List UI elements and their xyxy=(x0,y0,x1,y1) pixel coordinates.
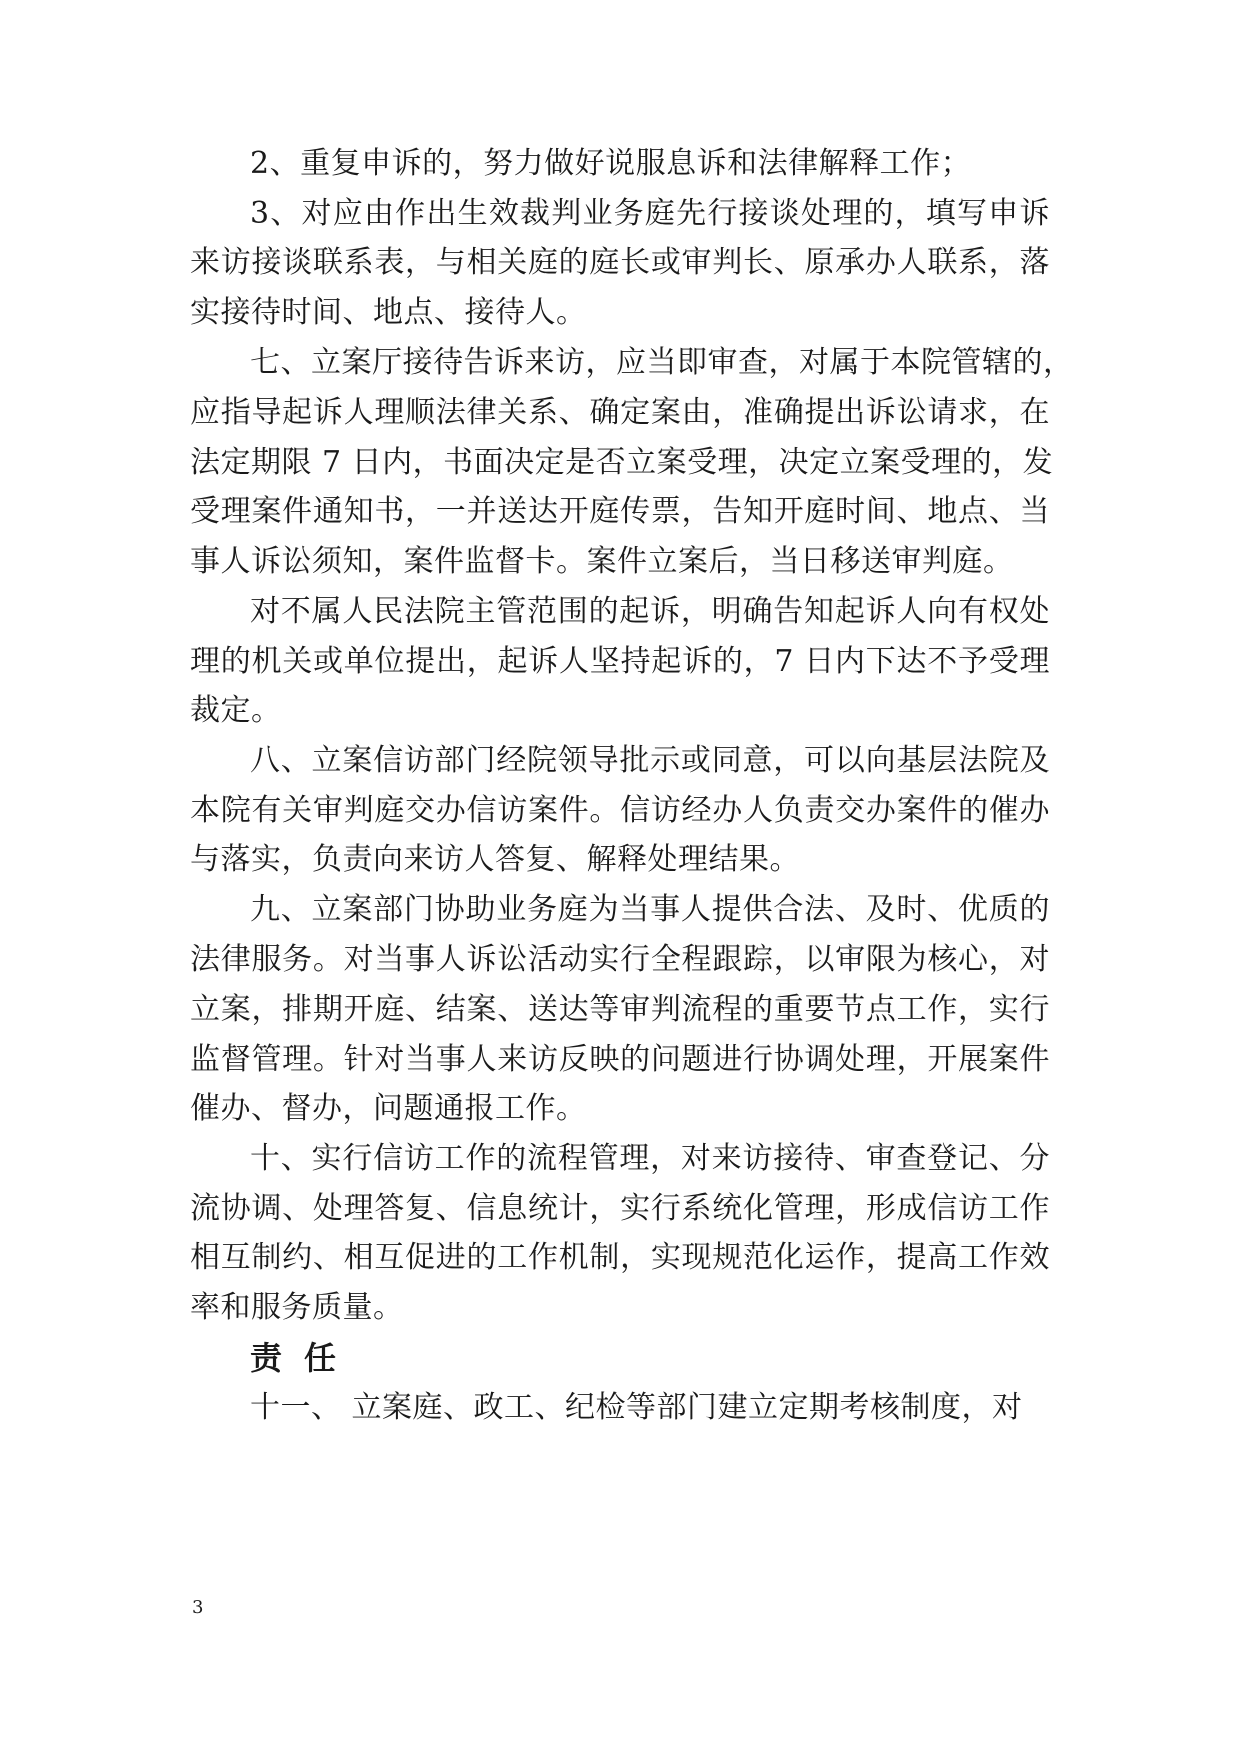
text-line: 应指导起诉人理顺法律关系、确定案由，准确提出诉讼请求，在 xyxy=(190,395,1050,430)
text-line: 八、立案信访部门经院领导批示或同意，可以向基层法院及 xyxy=(250,743,1050,778)
text-line: 九、立案部门协助业务庭为当事人提供合法、及时、优质的 xyxy=(250,892,1050,927)
text-line: 七、立案厅接待告诉来访，应当即审查，对属于本院管辖的， xyxy=(250,345,1074,380)
text-line: 催办、督办，问题通报工作。 xyxy=(190,1091,587,1126)
text-line: 相互制约、相互促进的工作机制，实现规范化运作，提高工作效 xyxy=(190,1240,1050,1275)
text-line: 十一、 立案庭、政工、纪检等部门建立定期考核制度，对 xyxy=(250,1390,1023,1425)
text-line: 与落实，负责向来访人答复、解释处理结果。 xyxy=(190,842,800,877)
text-line: 法定期限 7 日内，书面决定是否立案受理，决定立案受理的，发 xyxy=(190,445,1054,480)
section-heading: 责任 xyxy=(250,1339,359,1377)
text-line: 十、实行信访工作的流程管理，对来访接待、审查登记、分 xyxy=(250,1141,1050,1176)
text-line: 来访接谈联系表，与相关庭的庭长或审判长、原承办人联系，落 xyxy=(190,245,1050,280)
text-line: 2、重复申诉的，努力做好说服息诉和法律解释工作； xyxy=(250,146,972,181)
text-line: 本院有关审判庭交办信访案件。信访经办人负责交办案件的催办 xyxy=(190,793,1050,828)
page-number: 3 xyxy=(192,1597,204,1618)
text-line: 理的机关或单位提出，起诉人坚持起诉的，7 日内下达不予受理 xyxy=(190,644,1050,679)
text-line: 率和服务质量。 xyxy=(190,1290,404,1325)
text-line: 受理案件通知书，一并送达开庭传票，告知开庭时间、地点、当 xyxy=(190,494,1050,529)
text-line: 法律服务。对当事人诉讼活动实行全程跟踪，以审限为核心，对 xyxy=(190,942,1050,977)
text-line: 监督管理。针对当事人来访反映的问题进行协调处理，开展案件 xyxy=(190,1042,1050,1077)
text-line: 裁定。 xyxy=(190,693,282,728)
text-line: 实接待时间、地点、接待人。 xyxy=(190,295,587,330)
text-line: 流协调、处理答复、信息统计，实行系统化管理，形成信访工作 xyxy=(190,1191,1050,1226)
text-line: 3、对应由作出生效裁判业务庭先行接谈处理的，填写申诉 xyxy=(250,196,1050,231)
text-line: 立案，排期开庭、结案、送达等审判流程的重要节点工作，实行 xyxy=(190,992,1050,1027)
text-line: 对不属人民法院主管范围的起诉，明确告知起诉人向有权处 xyxy=(250,594,1050,629)
text-line: 事人诉讼须知，案件监督卡。案件立案后，当日移送审判庭。 xyxy=(190,544,1014,579)
